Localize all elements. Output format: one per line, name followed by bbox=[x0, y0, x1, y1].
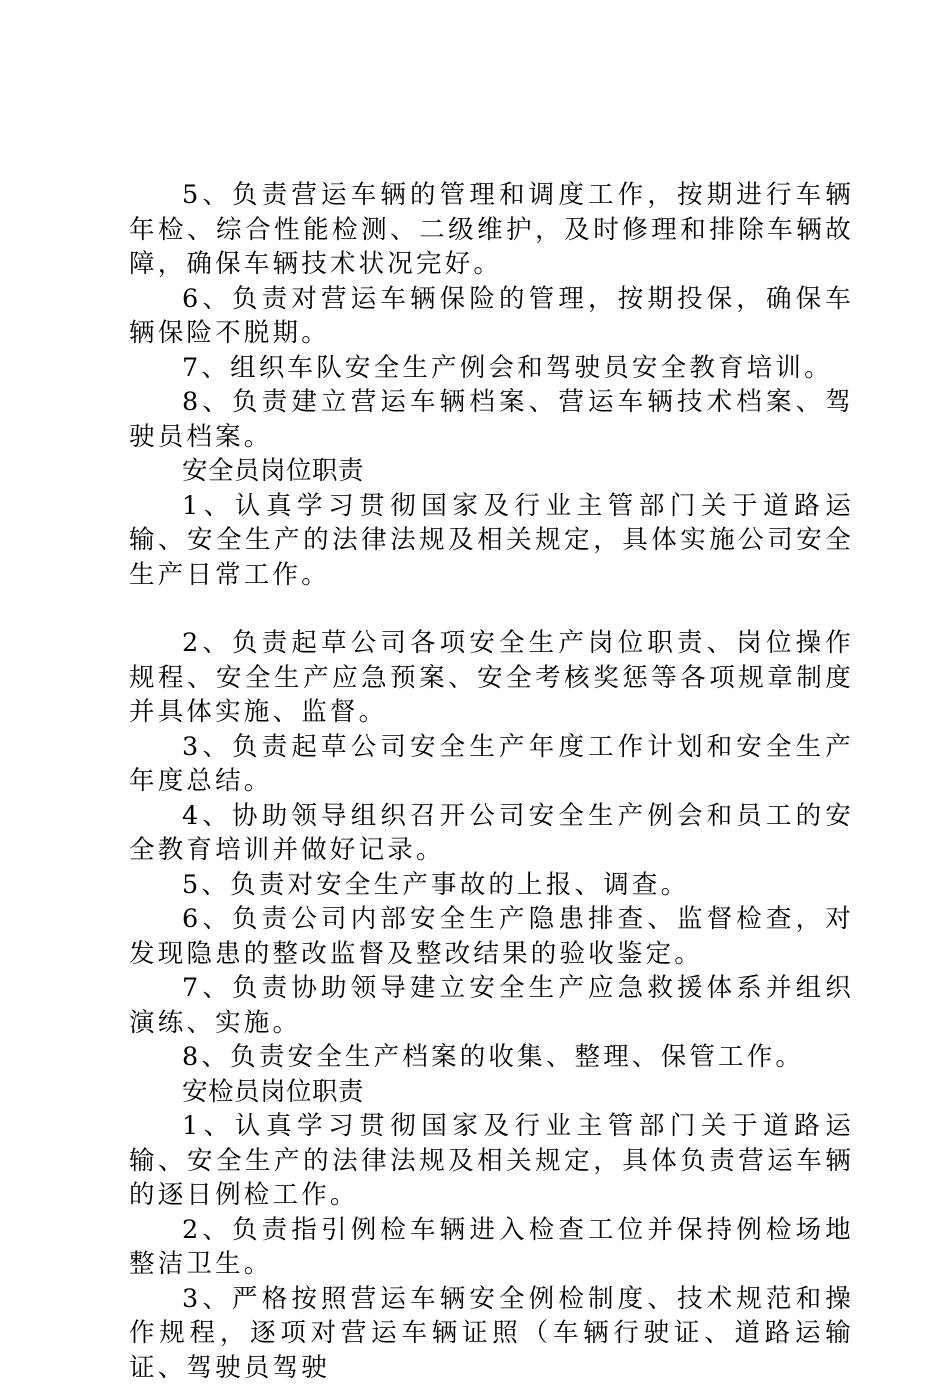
paragraph-safety-officer-5: 5、负责对安全生产事故的上报、调查。 bbox=[129, 868, 854, 903]
paragraph-inspector-1: 1、认真学习贯彻国家及行业主管部门关于道路运输、安全生产的法律法规及相关规定，具体负责营运车辆的逐日例检工作。 bbox=[129, 1109, 854, 1213]
paragraph-vehicle-management: 5、负责营运车辆的管理和调度工作，按期进行车辆年检、综合性能检测、二级维护，及时修理和排除车辆故障，确保车辆技术状况完好。 bbox=[129, 178, 854, 282]
paragraph-safety-officer-2: 2、负责起草公司各项安全生产岗位职责、岗位操作规程、安全生产应急预案、安全考核奖惩等各项规章制度并具体实施、监督。 bbox=[129, 626, 854, 730]
paragraph-vehicle-archives: 8、负责建立营运车辆档案、营运车辆技术档案、驾驶员档案。 bbox=[129, 385, 854, 454]
paragraph-safety-officer-3: 3、负责起草公司安全生产年度工作计划和安全生产年度总结。 bbox=[129, 730, 854, 799]
paragraph-safety-officer-8: 8、负责安全生产档案的收集、整理、保管工作。 bbox=[129, 1040, 854, 1075]
paragraph-vehicle-insurance: 6、负责对营运车辆保险的管理，按期投保，确保车辆保险不脱期。 bbox=[129, 282, 854, 351]
paragraph-safety-officer-1: 1、认真学习贯彻国家及行业主管部门关于道路运输、安全生产的法律法规及相关规定，具体实施公司安全生产日常工作。 bbox=[129, 489, 854, 593]
section-title-safety-officer: 安全员岗位职责 bbox=[129, 454, 854, 489]
paragraph-safety-officer-4: 4、协助领导组织召开公司安全生产例会和员工的安全教育培训并做好记录。 bbox=[129, 799, 854, 868]
paragraph-safety-officer-6: 6、负责公司内部安全生产隐患排查、监督检查，对发现隐患的整改监督及整改结果的验收鉴定。 bbox=[129, 902, 854, 971]
paragraph-safety-meeting: 7、组织车队安全生产例会和驾驶员安全教育培训。 bbox=[129, 351, 854, 386]
paragraph-inspector-3: 3、严格按照营运车辆安全例检制度、技术规范和操作规程，逐项对营运车辆证照（车辆行驶证、道路运输证、驾驶员驾驶 bbox=[129, 1282, 854, 1385]
paragraph-safety-officer-7: 7、负责协助领导建立安全生产应急救援体系并组织演练、实施。 bbox=[129, 971, 854, 1040]
paragraph-inspector-2: 2、负责指引例检车辆进入检查工位并保持例检场地整洁卫生。 bbox=[129, 1213, 854, 1282]
section-title-inspector: 安检员岗位职责 bbox=[129, 1075, 854, 1110]
paragraph-gap bbox=[129, 592, 854, 626]
document-page bbox=[129, 178, 854, 1385]
